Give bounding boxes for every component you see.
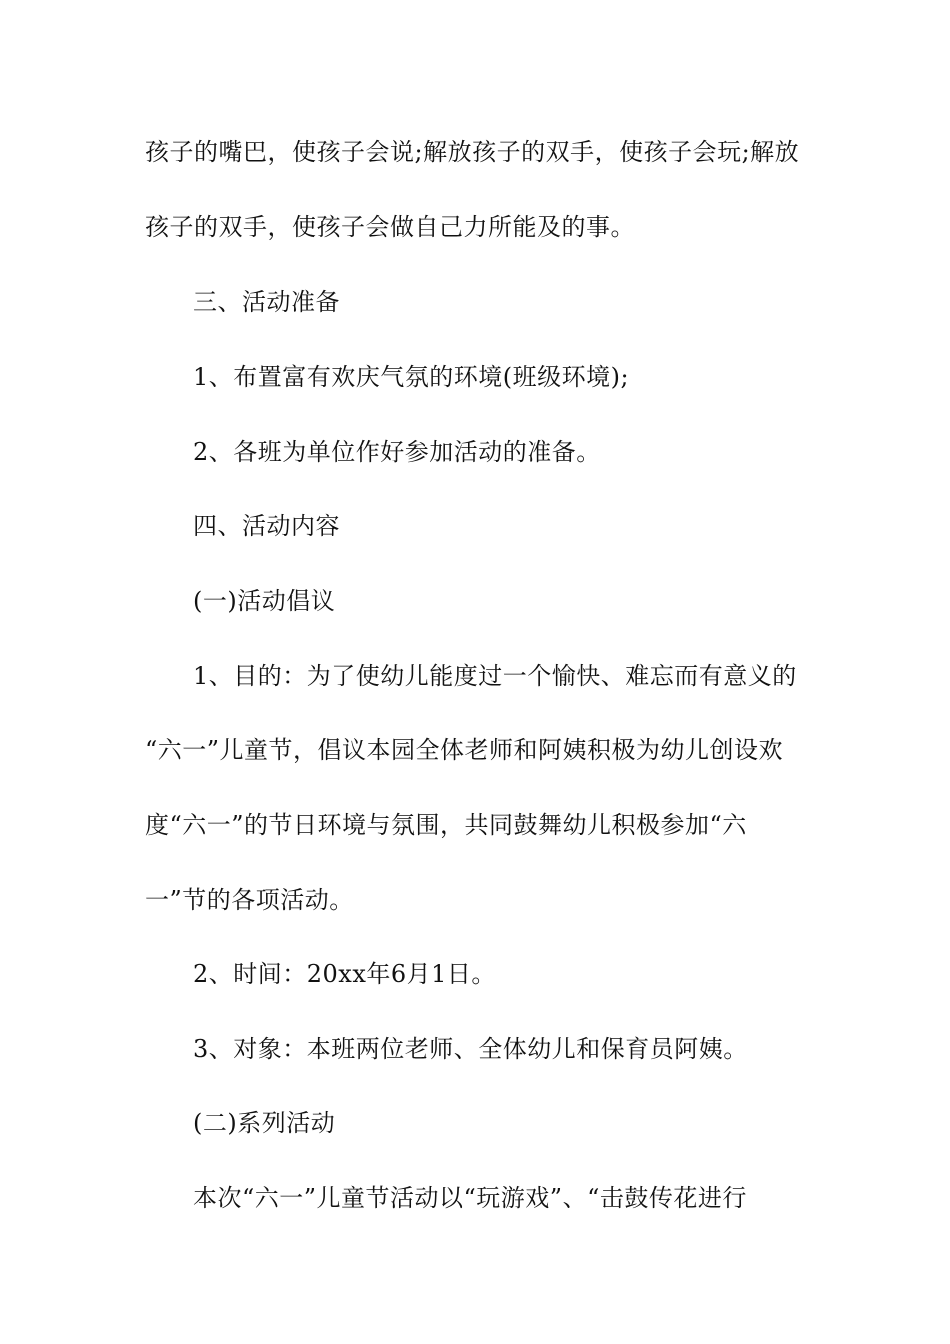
paragraph-line-1: 孩子的嘴巴，使孩子会说;解放孩子的双手，使孩子会玩;解放	[145, 138, 800, 166]
paragraph-line-2: 孩子的双手，使孩子会做自己力所能及的事。	[145, 213, 635, 241]
section-heading-preparation: 三、活动准备	[193, 288, 340, 316]
section-heading-content: 四、活动内容	[193, 512, 340, 540]
paragraph-purpose-line-2: “六一”儿童节，倡议本园全体老师和阿姨积极为幼儿创设欢	[145, 736, 784, 764]
list-item-audience: 3、对象：本班两位老师、全体幼儿和保育员阿姨。	[193, 1035, 748, 1063]
paragraph-activities-line-1: 本次“六一”儿童节活动以“玩游戏”、“击鼓传花进行	[193, 1184, 747, 1212]
subsection-heading-activities: (二)系列活动	[193, 1109, 336, 1137]
list-item-time: 2、时间：20xx年6月1日。	[193, 960, 496, 988]
list-item-prep-2: 2、各班为单位作好参加活动的准备。	[193, 438, 601, 466]
paragraph-purpose-line-1: 1、目的：为了使幼儿能度过一个愉快、难忘而有意义的	[193, 662, 797, 690]
paragraph-purpose-line-3: 度“六一”的节日环境与氛围，共同鼓舞幼儿积极参加“六	[145, 811, 747, 839]
list-item-prep-1: 1、布置富有欢庆气氛的环境(班级环境);	[193, 363, 630, 391]
subsection-heading-proposal: (一)活动倡议	[193, 587, 336, 615]
paragraph-purpose-line-4: 一”节的各项活动。	[145, 886, 354, 914]
